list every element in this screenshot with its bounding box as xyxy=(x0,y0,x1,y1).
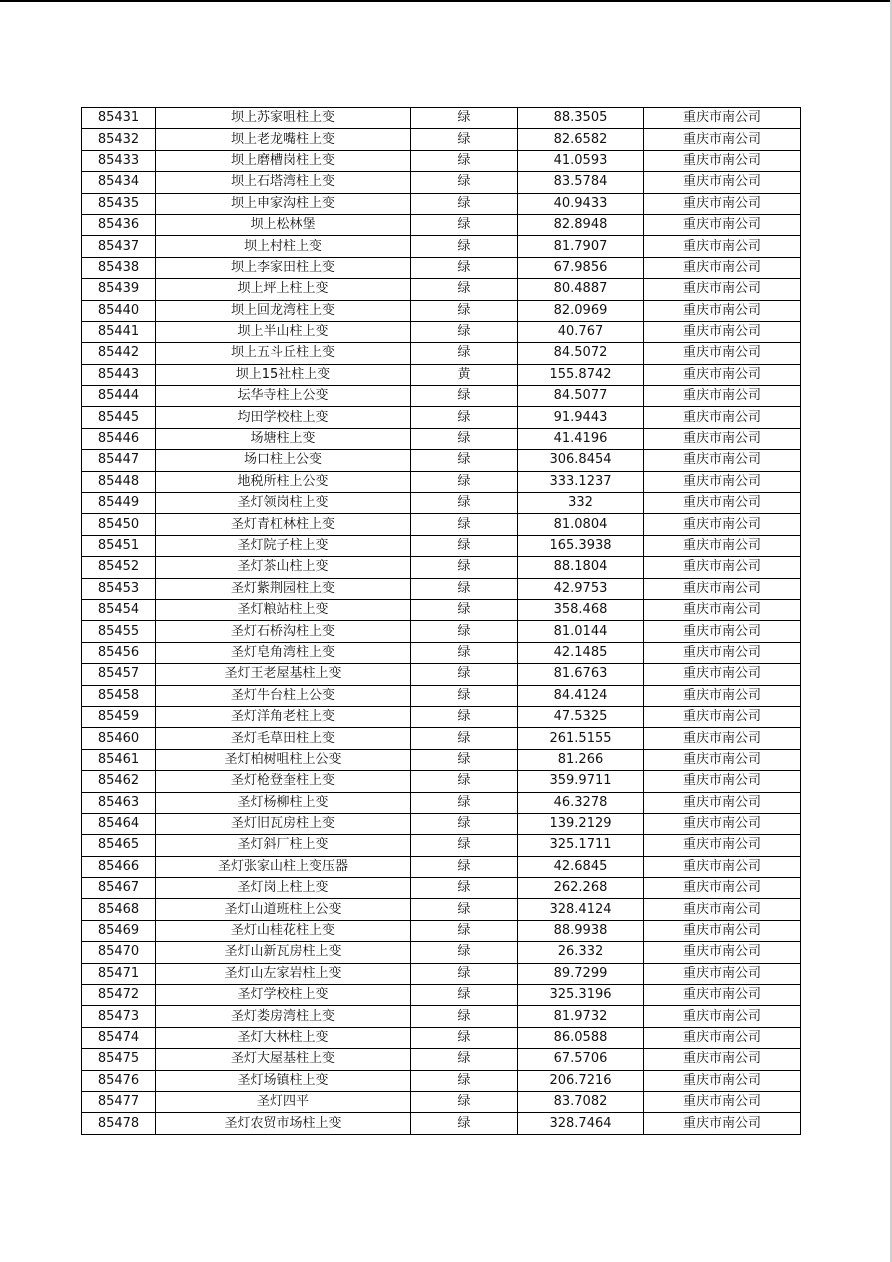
table-row xyxy=(82,108,801,129)
company-cell: 重庆市南公司 xyxy=(644,792,801,813)
transformer-name-cell: 坝上回龙湾柱上变 xyxy=(156,300,411,321)
table-row xyxy=(82,236,801,257)
row-id-cell: 85433 xyxy=(82,150,156,171)
row-id-cell: 85457 xyxy=(82,664,156,685)
load-value-cell: 82.8948 xyxy=(518,214,644,235)
transformer-name-cell: 圣灯毛草田柱上变 xyxy=(156,728,411,749)
table-row xyxy=(82,471,801,492)
load-value-cell: 81.7907 xyxy=(518,236,644,257)
company-cell: 重庆市南公司 xyxy=(644,856,801,877)
row-id-cell: 85471 xyxy=(82,963,156,984)
table-row xyxy=(82,942,801,963)
company-cell: 重庆市南公司 xyxy=(644,749,801,770)
transformer-name-cell: 圣灯牛台柱上公变 xyxy=(156,685,411,706)
load-value-cell: 41.0593 xyxy=(518,150,644,171)
load-value-cell: 325.1711 xyxy=(518,835,644,856)
load-value-cell: 88.9938 xyxy=(518,920,644,941)
row-id-cell: 85473 xyxy=(82,1006,156,1027)
table-row xyxy=(82,899,801,920)
company-cell: 重庆市南公司 xyxy=(644,728,801,749)
company-cell: 重庆市南公司 xyxy=(644,942,801,963)
row-id-cell: 85441 xyxy=(82,321,156,342)
table-row xyxy=(82,214,801,235)
load-value-cell: 46.3278 xyxy=(518,792,644,813)
status-color-cell: 绿 xyxy=(411,963,518,984)
status-color-cell: 绿 xyxy=(411,129,518,150)
row-id-cell: 85466 xyxy=(82,856,156,877)
table-row xyxy=(82,771,801,792)
row-id-cell: 85465 xyxy=(82,835,156,856)
load-value-cell: 47.5325 xyxy=(518,706,644,727)
row-id-cell: 85439 xyxy=(82,279,156,300)
row-id-cell: 85440 xyxy=(82,300,156,321)
transformer-name-cell: 圣灯粮站柱上变 xyxy=(156,599,411,620)
company-cell: 重庆市南公司 xyxy=(644,450,801,471)
table-row xyxy=(82,963,801,984)
status-color-cell: 绿 xyxy=(411,407,518,428)
status-color-cell: 绿 xyxy=(411,321,518,342)
company-cell: 重庆市南公司 xyxy=(644,578,801,599)
status-color-cell: 黄 xyxy=(411,364,518,385)
row-id-cell: 85442 xyxy=(82,343,156,364)
company-cell: 重庆市南公司 xyxy=(644,664,801,685)
company-cell: 重庆市南公司 xyxy=(644,1113,801,1134)
load-value-cell: 155.8742 xyxy=(518,364,644,385)
transformer-name-cell: 场口柱上公变 xyxy=(156,450,411,471)
transformer-name-cell: 圣灯大林柱上变 xyxy=(156,1027,411,1048)
table-row xyxy=(82,129,801,150)
transformer-name-cell: 圣灯山道班柱上公变 xyxy=(156,899,411,920)
table-row xyxy=(82,1113,801,1134)
load-value-cell: 40.9433 xyxy=(518,193,644,214)
status-color-cell: 绿 xyxy=(411,150,518,171)
row-id-cell: 85447 xyxy=(82,450,156,471)
transformer-name-cell: 圣灯学校柱上变 xyxy=(156,985,411,1006)
table-row xyxy=(82,279,801,300)
company-cell: 重庆市南公司 xyxy=(644,386,801,407)
transformer-name-cell: 坝上老龙嘴柱上变 xyxy=(156,129,411,150)
table-row xyxy=(82,728,801,749)
transformer-name-cell: 坝上申家沟柱上变 xyxy=(156,193,411,214)
table-row xyxy=(82,1006,801,1027)
status-color-cell: 绿 xyxy=(411,749,518,770)
row-id-cell: 85474 xyxy=(82,1027,156,1048)
transformer-name-cell: 坝上半山柱上变 xyxy=(156,321,411,342)
status-color-cell: 绿 xyxy=(411,108,518,129)
row-id-cell: 85460 xyxy=(82,728,156,749)
load-value-cell: 88.3505 xyxy=(518,108,644,129)
row-id-cell: 85478 xyxy=(82,1113,156,1134)
company-cell: 重庆市南公司 xyxy=(644,557,801,578)
status-color-cell: 绿 xyxy=(411,792,518,813)
load-value-cell: 26.332 xyxy=(518,942,644,963)
table-row xyxy=(82,300,801,321)
status-color-cell: 绿 xyxy=(411,514,518,535)
table-row xyxy=(82,364,801,385)
transformer-name-cell: 圣灯青杠林柱上变 xyxy=(156,514,411,535)
status-color-cell: 绿 xyxy=(411,899,518,920)
table-row xyxy=(82,428,801,449)
table-row xyxy=(82,257,801,278)
transformer-name-cell: 坝上五斗丘柱上变 xyxy=(156,343,411,364)
load-value-cell: 359.9711 xyxy=(518,771,644,792)
status-color-cell: 绿 xyxy=(411,343,518,364)
company-cell: 重庆市南公司 xyxy=(644,899,801,920)
transformer-name-cell: 圣灯石桥沟柱上变 xyxy=(156,621,411,642)
load-value-cell: 325.3196 xyxy=(518,985,644,1006)
transformer-name-cell: 坛华寺柱上公变 xyxy=(156,386,411,407)
transformer-name-cell: 圣灯柏树咀柱上公变 xyxy=(156,749,411,770)
status-color-cell: 绿 xyxy=(411,236,518,257)
table-row xyxy=(82,621,801,642)
table-row xyxy=(82,172,801,193)
company-cell: 重庆市南公司 xyxy=(644,1070,801,1091)
table-row xyxy=(82,557,801,578)
company-cell: 重庆市南公司 xyxy=(644,214,801,235)
table-row xyxy=(82,642,801,663)
row-id-cell: 85463 xyxy=(82,792,156,813)
table-row xyxy=(82,835,801,856)
row-id-cell: 85456 xyxy=(82,642,156,663)
transformer-name-cell: 圣灯四平 xyxy=(156,1091,411,1112)
load-value-cell: 332 xyxy=(518,493,644,514)
row-id-cell: 85470 xyxy=(82,942,156,963)
load-value-cell: 82.6582 xyxy=(518,129,644,150)
status-color-cell: 绿 xyxy=(411,942,518,963)
row-id-cell: 85443 xyxy=(82,364,156,385)
row-id-cell: 85461 xyxy=(82,749,156,770)
row-id-cell: 85450 xyxy=(82,514,156,535)
status-color-cell: 绿 xyxy=(411,920,518,941)
transformer-name-cell: 圣灯杨柳柱上变 xyxy=(156,792,411,813)
transformer-name-cell: 圣灯领岗柱上变 xyxy=(156,493,411,514)
load-value-cell: 328.7464 xyxy=(518,1113,644,1134)
table-row xyxy=(82,878,801,899)
status-color-cell: 绿 xyxy=(411,193,518,214)
company-cell: 重庆市南公司 xyxy=(644,493,801,514)
table-row xyxy=(82,792,801,813)
table-row xyxy=(82,343,801,364)
transformer-name-cell: 圣灯张家山柱上变压器 xyxy=(156,856,411,877)
load-value-cell: 261.5155 xyxy=(518,728,644,749)
transformer-name-cell: 圣灯枪登奎柱上变 xyxy=(156,771,411,792)
company-cell: 重庆市南公司 xyxy=(644,1049,801,1070)
company-cell: 重庆市南公司 xyxy=(644,428,801,449)
company-cell: 重庆市南公司 xyxy=(644,407,801,428)
company-cell: 重庆市南公司 xyxy=(644,300,801,321)
transformer-name-cell: 圣灯山左家岩柱上变 xyxy=(156,963,411,984)
status-color-cell: 绿 xyxy=(411,813,518,834)
table-row xyxy=(82,685,801,706)
company-cell: 重庆市南公司 xyxy=(644,685,801,706)
row-id-cell: 85476 xyxy=(82,1070,156,1091)
load-value-cell: 206.7216 xyxy=(518,1070,644,1091)
status-color-cell: 绿 xyxy=(411,685,518,706)
transformer-name-cell: 坝上松林堡 xyxy=(156,214,411,235)
company-cell: 重庆市南公司 xyxy=(644,236,801,257)
load-value-cell: 40.767 xyxy=(518,321,644,342)
table-row xyxy=(82,514,801,535)
transformer-name-cell: 坝上石塔湾柱上变 xyxy=(156,172,411,193)
row-id-cell: 85477 xyxy=(82,1091,156,1112)
company-cell: 重庆市南公司 xyxy=(644,321,801,342)
load-value-cell: 358.468 xyxy=(518,599,644,620)
status-color-cell: 绿 xyxy=(411,450,518,471)
company-cell: 重庆市南公司 xyxy=(644,129,801,150)
row-id-cell: 85431 xyxy=(82,108,156,129)
row-id-cell: 85444 xyxy=(82,386,156,407)
table-row xyxy=(82,813,801,834)
status-color-cell: 绿 xyxy=(411,257,518,278)
transformer-name-cell: 圣灯场镇柱上变 xyxy=(156,1070,411,1091)
status-color-cell: 绿 xyxy=(411,856,518,877)
table-row xyxy=(82,1027,801,1048)
load-value-cell: 89.7299 xyxy=(518,963,644,984)
transformer-name-cell: 圣灯斜厂柱上变 xyxy=(156,835,411,856)
table-row xyxy=(82,599,801,620)
company-cell: 重庆市南公司 xyxy=(644,193,801,214)
table-row xyxy=(82,386,801,407)
row-id-cell: 85435 xyxy=(82,193,156,214)
table-row xyxy=(82,920,801,941)
company-cell: 重庆市南公司 xyxy=(644,514,801,535)
row-id-cell: 85467 xyxy=(82,878,156,899)
company-cell: 重庆市南公司 xyxy=(644,878,801,899)
load-value-cell: 42.9753 xyxy=(518,578,644,599)
company-cell: 重庆市南公司 xyxy=(644,535,801,556)
load-value-cell: 81.6763 xyxy=(518,664,644,685)
load-value-cell: 41.4196 xyxy=(518,428,644,449)
row-id-cell: 85446 xyxy=(82,428,156,449)
table-row xyxy=(82,706,801,727)
load-value-cell: 328.4124 xyxy=(518,899,644,920)
transformer-name-cell: 圣灯山桂花柱上变 xyxy=(156,920,411,941)
table-row xyxy=(82,856,801,877)
company-cell: 重庆市南公司 xyxy=(644,343,801,364)
transformer-name-cell: 坝上李家田柱上变 xyxy=(156,257,411,278)
load-value-cell: 306.8454 xyxy=(518,450,644,471)
company-cell: 重庆市南公司 xyxy=(644,471,801,492)
table-row xyxy=(82,493,801,514)
status-color-cell: 绿 xyxy=(411,386,518,407)
company-cell: 重庆市南公司 xyxy=(644,150,801,171)
transformer-name-cell: 坝上15社柱上变 xyxy=(156,364,411,385)
load-value-cell: 81.0144 xyxy=(518,621,644,642)
row-id-cell: 85451 xyxy=(82,535,156,556)
status-color-cell: 绿 xyxy=(411,664,518,685)
company-cell: 重庆市南公司 xyxy=(644,364,801,385)
row-id-cell: 85475 xyxy=(82,1049,156,1070)
load-value-cell: 91.9443 xyxy=(518,407,644,428)
status-color-cell: 绿 xyxy=(411,493,518,514)
transformer-name-cell: 圣灯大屋基柱上变 xyxy=(156,1049,411,1070)
status-color-cell: 绿 xyxy=(411,1091,518,1112)
transformer-name-cell: 圣灯王老屋基柱上变 xyxy=(156,664,411,685)
load-value-cell: 262.268 xyxy=(518,878,644,899)
status-color-cell: 绿 xyxy=(411,214,518,235)
table-row xyxy=(82,535,801,556)
status-color-cell: 绿 xyxy=(411,878,518,899)
transformer-table xyxy=(81,107,801,1135)
status-color-cell: 绿 xyxy=(411,1027,518,1048)
transformer-name-cell: 圣灯岗上柱上变 xyxy=(156,878,411,899)
row-id-cell: 85437 xyxy=(82,236,156,257)
row-id-cell: 85438 xyxy=(82,257,156,278)
load-value-cell: 83.7082 xyxy=(518,1091,644,1112)
company-cell: 重庆市南公司 xyxy=(644,172,801,193)
company-cell: 重庆市南公司 xyxy=(644,257,801,278)
table-body xyxy=(82,108,801,1135)
row-id-cell: 85445 xyxy=(82,407,156,428)
table-row xyxy=(82,193,801,214)
transformer-name-cell: 圣灯紫荆园柱上变 xyxy=(156,578,411,599)
company-cell: 重庆市南公司 xyxy=(644,1091,801,1112)
transformer-name-cell: 坝上村柱上变 xyxy=(156,236,411,257)
row-id-cell: 85462 xyxy=(82,771,156,792)
status-color-cell: 绿 xyxy=(411,771,518,792)
load-value-cell: 81.9732 xyxy=(518,1006,644,1027)
transformer-name-cell: 圣灯山新瓦房柱上变 xyxy=(156,942,411,963)
row-id-cell: 85455 xyxy=(82,621,156,642)
transformer-name-cell: 坝上苏家咀柱上变 xyxy=(156,108,411,129)
transformer-name-cell: 圣灯洋角老柱上变 xyxy=(156,706,411,727)
row-id-cell: 85434 xyxy=(82,172,156,193)
status-color-cell: 绿 xyxy=(411,1006,518,1027)
table-row xyxy=(82,985,801,1006)
table-row xyxy=(82,664,801,685)
status-color-cell: 绿 xyxy=(411,642,518,663)
company-cell: 重庆市南公司 xyxy=(644,1006,801,1027)
company-cell: 重庆市南公司 xyxy=(644,108,801,129)
row-id-cell: 85432 xyxy=(82,129,156,150)
status-color-cell: 绿 xyxy=(411,172,518,193)
row-id-cell: 85469 xyxy=(82,920,156,941)
row-id-cell: 85472 xyxy=(82,985,156,1006)
table-row xyxy=(82,1070,801,1091)
load-value-cell: 84.4124 xyxy=(518,685,644,706)
table-row xyxy=(82,578,801,599)
status-color-cell: 绿 xyxy=(411,1113,518,1134)
status-color-cell: 绿 xyxy=(411,706,518,727)
status-color-cell: 绿 xyxy=(411,578,518,599)
table-row xyxy=(82,1049,801,1070)
load-value-cell: 42.1485 xyxy=(518,642,644,663)
transformer-name-cell: 均田学校柱上变 xyxy=(156,407,411,428)
table-row xyxy=(82,321,801,342)
table-row xyxy=(82,1091,801,1112)
table-row xyxy=(82,407,801,428)
transformer-name-cell: 圣灯旧瓦房柱上变 xyxy=(156,813,411,834)
status-color-cell: 绿 xyxy=(411,300,518,321)
status-color-cell: 绿 xyxy=(411,1070,518,1091)
row-id-cell: 85448 xyxy=(82,471,156,492)
load-value-cell: 88.1804 xyxy=(518,557,644,578)
transformer-name-cell: 圣灯农贸市场柱上变 xyxy=(156,1113,411,1134)
status-color-cell: 绿 xyxy=(411,985,518,1006)
transformer-name-cell: 圣灯娄房湾柱上变 xyxy=(156,1006,411,1027)
status-color-cell: 绿 xyxy=(411,835,518,856)
company-cell: 重庆市南公司 xyxy=(644,1027,801,1048)
row-id-cell: 85464 xyxy=(82,813,156,834)
load-value-cell: 67.5706 xyxy=(518,1049,644,1070)
transformer-name-cell: 坝上坪上柱上变 xyxy=(156,279,411,300)
row-id-cell: 85454 xyxy=(82,599,156,620)
row-id-cell: 85453 xyxy=(82,578,156,599)
row-id-cell: 85449 xyxy=(82,493,156,514)
transformer-name-cell: 圣灯皂角湾柱上变 xyxy=(156,642,411,663)
company-cell: 重庆市南公司 xyxy=(644,621,801,642)
load-value-cell: 86.0588 xyxy=(518,1027,644,1048)
company-cell: 重庆市南公司 xyxy=(644,771,801,792)
row-id-cell: 85452 xyxy=(82,557,156,578)
load-value-cell: 82.0969 xyxy=(518,300,644,321)
load-value-cell: 80.4887 xyxy=(518,279,644,300)
status-color-cell: 绿 xyxy=(411,279,518,300)
page-top-border xyxy=(0,0,892,2)
load-value-cell: 84.5072 xyxy=(518,343,644,364)
company-cell: 重庆市南公司 xyxy=(644,813,801,834)
company-cell: 重庆市南公司 xyxy=(644,920,801,941)
status-color-cell: 绿 xyxy=(411,428,518,449)
company-cell: 重庆市南公司 xyxy=(644,599,801,620)
status-color-cell: 绿 xyxy=(411,535,518,556)
row-id-cell: 85436 xyxy=(82,214,156,235)
status-color-cell: 绿 xyxy=(411,621,518,642)
status-color-cell: 绿 xyxy=(411,1049,518,1070)
load-value-cell: 81.0804 xyxy=(518,514,644,535)
row-id-cell: 85459 xyxy=(82,706,156,727)
company-cell: 重庆市南公司 xyxy=(644,835,801,856)
company-cell: 重庆市南公司 xyxy=(644,642,801,663)
load-value-cell: 81.266 xyxy=(518,749,644,770)
load-value-cell: 67.9856 xyxy=(518,257,644,278)
status-color-cell: 绿 xyxy=(411,728,518,749)
company-cell: 重庆市南公司 xyxy=(644,279,801,300)
status-color-cell: 绿 xyxy=(411,471,518,492)
status-color-cell: 绿 xyxy=(411,599,518,620)
row-id-cell: 85458 xyxy=(82,685,156,706)
transformer-name-cell: 地税所柱上公变 xyxy=(156,471,411,492)
status-color-cell: 绿 xyxy=(411,557,518,578)
load-value-cell: 333.1237 xyxy=(518,471,644,492)
company-cell: 重庆市南公司 xyxy=(644,963,801,984)
transformer-name-cell: 圣灯茶山柱上变 xyxy=(156,557,411,578)
load-value-cell: 83.5784 xyxy=(518,172,644,193)
table-row xyxy=(82,450,801,471)
transformer-name-cell: 场塘柱上变 xyxy=(156,428,411,449)
company-cell: 重庆市南公司 xyxy=(644,985,801,1006)
load-value-cell: 42.6845 xyxy=(518,856,644,877)
company-cell: 重庆市南公司 xyxy=(644,706,801,727)
load-value-cell: 165.3938 xyxy=(518,535,644,556)
load-value-cell: 84.5077 xyxy=(518,386,644,407)
table-row xyxy=(82,749,801,770)
load-value-cell: 139.2129 xyxy=(518,813,644,834)
transformer-name-cell: 圣灯院子柱上变 xyxy=(156,535,411,556)
transformer-name-cell: 坝上磨槽岗柱上变 xyxy=(156,150,411,171)
row-id-cell: 85468 xyxy=(82,899,156,920)
table-row xyxy=(82,150,801,171)
